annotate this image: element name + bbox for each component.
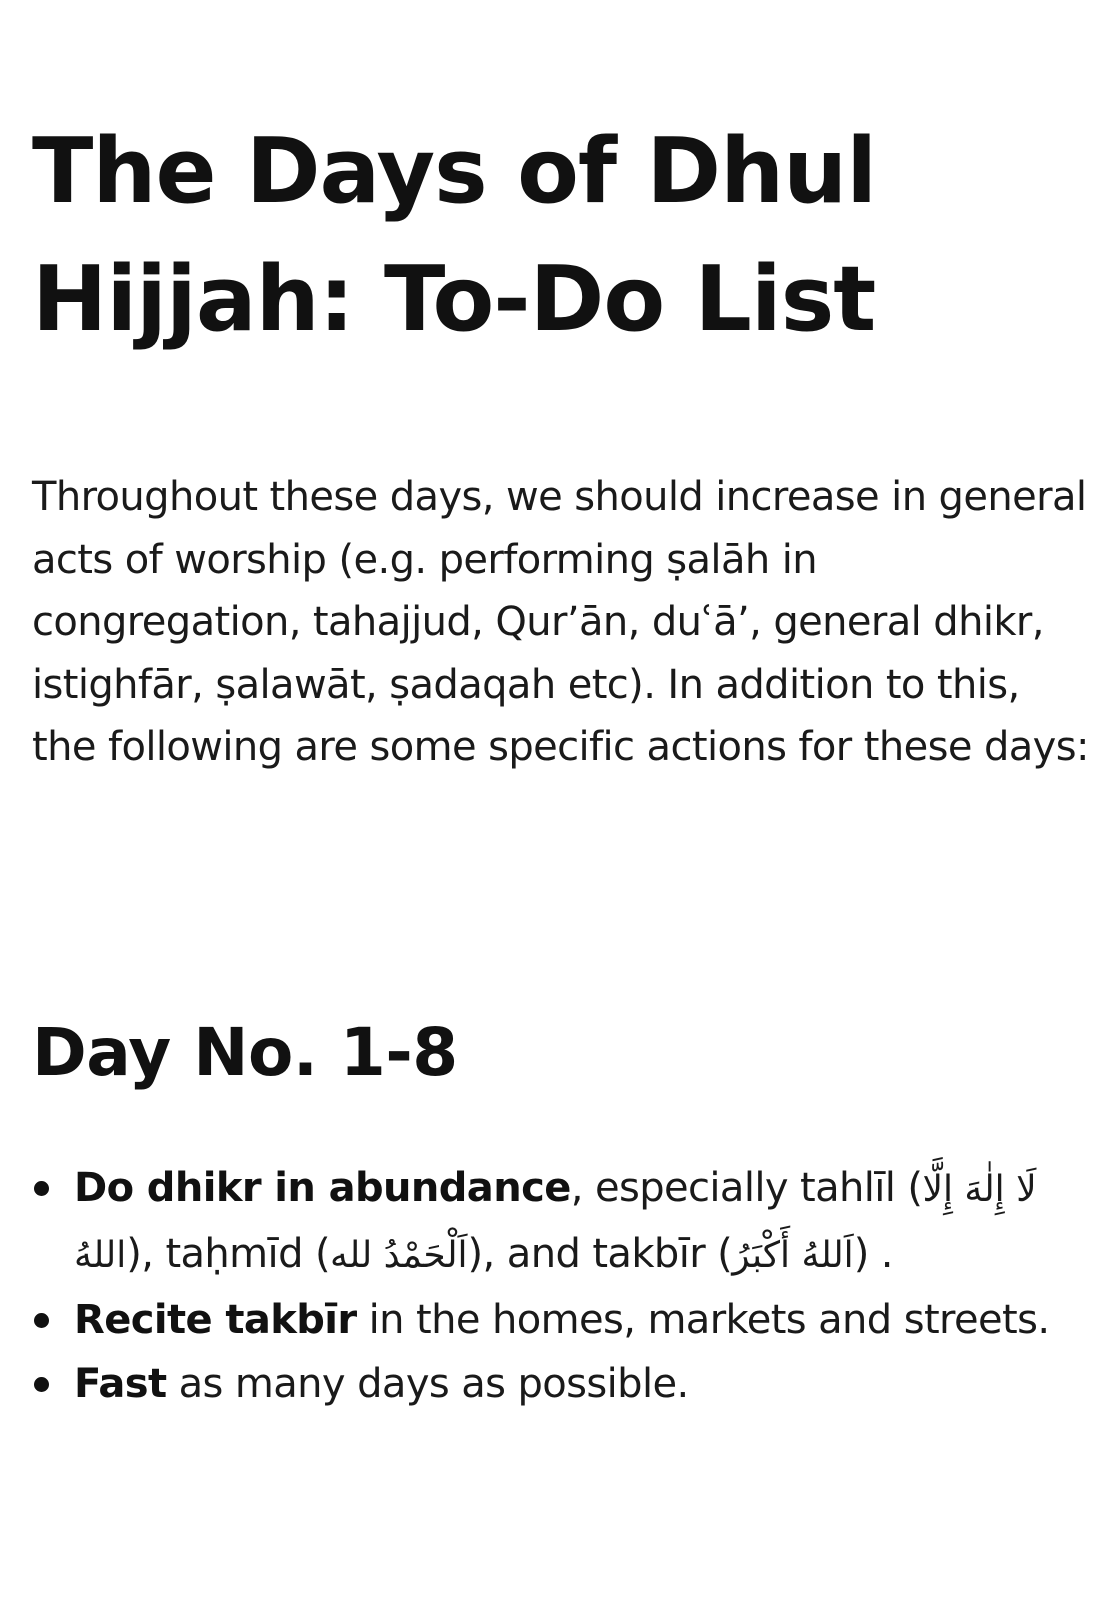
intro-paragraph: Throughout these days, we should increase in general acts of worship (e.g. performing ṣalāh in congregation, tahajjud, Qur’ān, duʿā’, general dhikr, istighfār, ṣalawāt, ṣadaqah etc). In addition to this, the following are some specific actions for these days: (32, 474, 1089, 770)
bullet-icon (34, 1377, 49, 1392)
list-item-bold: Fast (74, 1361, 167, 1407)
list-item (32, 1288, 1092, 1352)
list-item-bold: Recite takbīr (74, 1297, 357, 1343)
list-item-text: in the homes, markets and streets. (356, 1297, 1050, 1343)
bullet-icon (34, 1313, 49, 1328)
list-item-text: as many days as possible. (166, 1361, 689, 1407)
arabic-takbir: اَللهُ أَكْبَرُ (732, 1235, 854, 1276)
list-item-text: ), taḥmīd ( (126, 1231, 330, 1277)
list-item-text: , especially tahlīl ( (570, 1165, 923, 1211)
list-item-text: ), and takbīr ( (467, 1231, 733, 1277)
list-item (32, 1156, 1092, 1288)
section-heading: Day No. 1-8 (32, 1014, 458, 1091)
action-list (32, 1156, 1092, 1416)
arabic-tahlil: لَا إِلٰهَ إِلَّا اللهُ (74, 1169, 1037, 1276)
list-item (32, 1352, 1092, 1416)
list-item-bold: Do dhikr in abundance (74, 1165, 571, 1211)
bullet-icon (34, 1181, 49, 1196)
list-item-text: ) . (853, 1231, 893, 1277)
page-title: The Days of Dhul Hijjah: To-Do List (32, 119, 877, 352)
arabic-tahmid: اَلْحَمْدُ لله (329, 1235, 468, 1276)
